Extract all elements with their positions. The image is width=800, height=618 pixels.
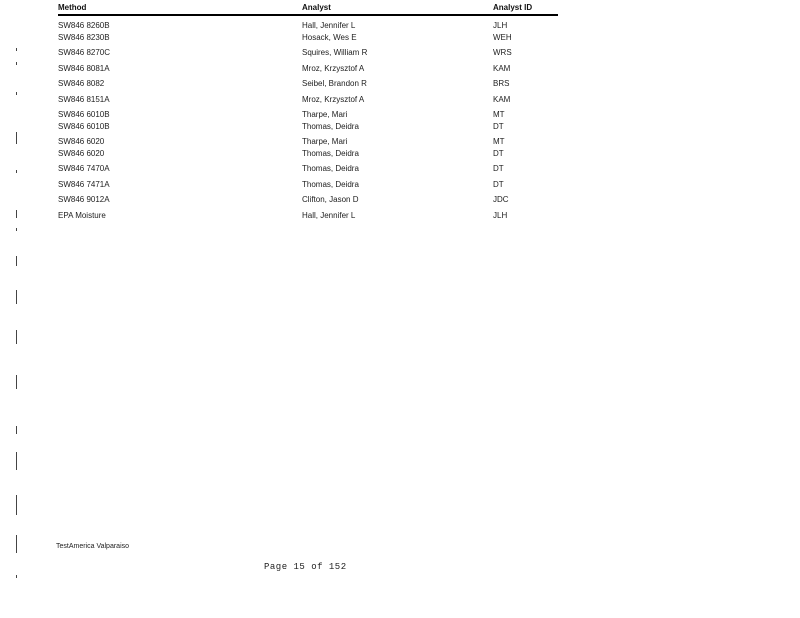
row-group: [58, 94, 558, 106]
footer-lab-name: TestAmerica Valparaiso: [56, 543, 130, 550]
scan-margin-marks: [16, 40, 20, 600]
cell-method: SW846 8230B: [58, 32, 110, 42]
header-analyst: Analyst: [302, 3, 331, 12]
cell-analyst: Seibel, Brandon R: [302, 79, 367, 88]
cell-analyst-id: DT: [493, 148, 504, 158]
cell-analyst-id: WEH: [493, 32, 512, 42]
cell-method: SW846 6020: [58, 137, 105, 146]
table-row: [58, 47, 558, 59]
cell-analyst: Hall, Jennifer L: [302, 21, 356, 30]
cell-analyst-id: DT: [493, 121, 504, 131]
cell-method: SW846 8081A: [58, 63, 110, 73]
table-row: [58, 78, 558, 90]
cell-method: SW846 8260B: [58, 21, 110, 30]
cell-method: SW846 6010B: [58, 121, 110, 131]
cell-analyst: Hosack, Wes E: [302, 32, 357, 42]
cell-method: SW846 7470A: [58, 164, 110, 173]
table-row: [58, 136, 558, 148]
header-method: Method: [58, 3, 87, 12]
cell-analyst: Clifton, Jason D: [302, 195, 359, 204]
cell-analyst: Thomas, Deidra: [302, 179, 359, 189]
cell-method: EPA Moisture: [58, 210, 106, 220]
cell-method: SW846 9012A: [58, 195, 110, 204]
cell-analyst: Tharpe, Mari: [302, 137, 348, 146]
cell-method: SW846 8151A: [58, 94, 110, 104]
cell-analyst-id: KAM: [493, 94, 511, 104]
cell-analyst-id: MT: [493, 137, 505, 146]
row-group: [58, 109, 558, 132]
cell-analyst-id: MT: [493, 110, 505, 119]
cell-analyst: Thomas, Deidra: [302, 121, 359, 131]
table-row: [58, 20, 558, 32]
table-row: [58, 121, 558, 133]
analyst-table-body: [58, 20, 558, 225]
cell-analyst-id: BRS: [493, 79, 510, 88]
cell-analyst: Mroz, Krzysztof A: [302, 63, 365, 73]
row-group: [58, 47, 558, 59]
cell-analyst-id: WRS: [493, 48, 512, 57]
table-row: [58, 148, 558, 160]
table-row: [58, 63, 558, 75]
row-group: [58, 136, 558, 159]
row-group: [58, 210, 558, 222]
cell-analyst: Mroz, Krzysztof A: [302, 94, 365, 104]
cell-method: SW846 8270C: [58, 48, 111, 57]
cell-method: SW846 8082: [58, 79, 105, 88]
cell-method: SW846 6020: [58, 148, 105, 158]
row-group: [58, 20, 558, 43]
cell-analyst: Squires, William R: [302, 48, 368, 57]
cell-analyst-id: JLH: [493, 210, 508, 220]
cell-analyst: Thomas, Deidra: [302, 148, 359, 158]
row-group: [58, 78, 558, 90]
row-group: [58, 163, 558, 175]
row-group: [58, 179, 558, 191]
cell-analyst: Tharpe, Mari: [302, 110, 348, 119]
cell-analyst-id: DT: [493, 164, 504, 173]
cell-analyst-id: JLH: [493, 21, 508, 30]
table-header: [58, 2, 558, 16]
cell-method: SW846 6010B: [58, 110, 110, 119]
page-number: Page 15 of 152: [264, 562, 347, 572]
row-group: [58, 63, 558, 75]
table-row: [58, 32, 558, 44]
cell-analyst-id: DT: [493, 179, 504, 189]
cell-analyst: Thomas, Deidra: [302, 164, 359, 173]
header-analyst-id: Analyst ID: [493, 3, 533, 12]
table-row: [58, 94, 558, 106]
cell-analyst: Hall, Jennifer L: [302, 210, 356, 220]
row-group: [58, 194, 558, 206]
table-row: [58, 163, 558, 175]
table-row: [58, 179, 558, 191]
table-row: [58, 109, 558, 121]
cell-analyst-id: KAM: [493, 63, 511, 73]
cell-analyst-id: JDC: [493, 195, 509, 204]
table-row: [58, 194, 558, 206]
table-row: [58, 210, 558, 222]
cell-method: SW846 7471A: [58, 179, 110, 189]
